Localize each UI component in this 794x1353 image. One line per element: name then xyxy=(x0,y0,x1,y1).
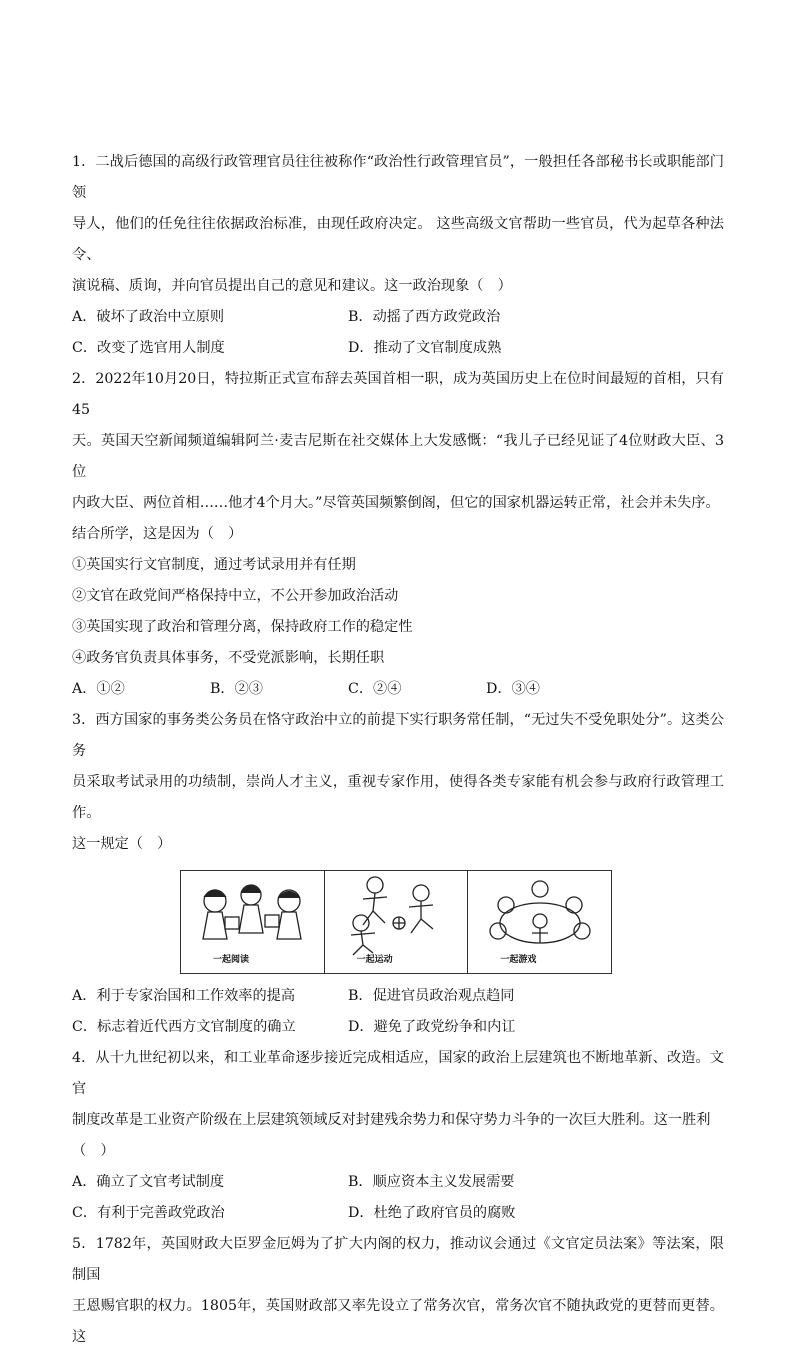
option-b[interactable]: B．②③ xyxy=(210,681,263,697)
statement-3: ③英国实现了政治和管理分离，保持政府工作的稳定性 xyxy=(72,619,413,635)
question-1-stem-line: 导人，他们的任免往往依据政治标准，由现任政府决定。 这些高级文官帮助一些官员，代为起草各种法令、 xyxy=(72,216,724,263)
question-3-options-row xyxy=(72,1012,724,1043)
illustration-panel-sports xyxy=(325,871,469,973)
question-1-options-row xyxy=(72,333,724,364)
option-c[interactable]: C．有利于完善政党政治 xyxy=(72,1205,225,1221)
question-2-stem-line: 结合所学，这是因为（ ） xyxy=(72,526,243,542)
question-4 xyxy=(72,1043,724,1229)
question-2-options-row xyxy=(72,674,724,705)
question-1-options-row xyxy=(72,302,724,333)
question-1-stem-line: 1．二战后德国的高级行政管理官员往往被称作“政治性行政管理官员”，一般担任各部秘书长或职能部门领 xyxy=(72,154,724,201)
children-sports-drawing xyxy=(325,871,469,973)
illustration-panel-reading xyxy=(181,871,325,973)
option-a[interactable]: A．确立了文官考试制度 xyxy=(72,1174,225,1190)
question-5-stem-line: 王恩赐官职的权力。1805年，英国财政部又率先设立了常务次官，常务次官不随执政党的更替而更替。这 xyxy=(72,1298,724,1345)
question-list xyxy=(72,147,724,1353)
question-5-stem-line: 5．1782年，英国财政大臣罗金厄姆为了扩大内阁的权力，推动议会通过《文官定员法案》等法案，限制国 xyxy=(72,1236,724,1283)
caption-reading: 一起阅读 xyxy=(213,955,250,965)
statement-2: ②文官在政党间严格保持中立，不公开参加政治活动 xyxy=(72,588,399,604)
option-b[interactable]: B．动摇了西方政党政治 xyxy=(348,309,501,325)
question-4-options-row xyxy=(72,1198,724,1229)
option-c[interactable]: C．标志着近代西方文官制度的确立 xyxy=(72,1019,296,1035)
option-d[interactable]: D．杜绝了政府官员的腐败 xyxy=(348,1205,516,1221)
statement-1: ①英国实行文官制度，通过考试录用并有任期 xyxy=(72,557,356,573)
question-3-stem-line: 员采取考试录用的功绩制，崇尚人才主义，重视专家作用，使得各类专家能有机会参与政府行政管理工作。 xyxy=(72,774,724,821)
option-c[interactable]: C．②④ xyxy=(348,681,402,697)
question-3 xyxy=(72,705,724,1043)
option-a[interactable]: A．破坏了政治中立原则 xyxy=(72,309,225,325)
question-3-options-row xyxy=(72,981,724,1012)
question-4-options-row xyxy=(72,1167,724,1198)
question-4-stem-line: 制度改革是工业资产阶级在上层建筑领域反对封建残余势力和保守势力斗争的一次巨大胜利。这一胜利 xyxy=(72,1112,711,1128)
illustration-figure xyxy=(180,870,612,974)
caption-sports: 一起运动 xyxy=(356,955,393,965)
illustration-panel-games xyxy=(468,871,611,973)
question-2 xyxy=(72,364,724,705)
question-1 xyxy=(72,147,724,364)
children-reading-drawing xyxy=(181,871,325,973)
question-1-stem-line: 演说稿、质询，并向官员提出自己的意见和建议。这一政治现象（ ） xyxy=(72,278,512,294)
question-4-stem-line: （ ） xyxy=(72,1143,115,1159)
question-4-stem-line: 4．从十九世纪初以来，和工业革命逐步接近完成相适应，国家的政治上层建筑也不断地革新、改造。文官 xyxy=(72,1050,724,1097)
option-a[interactable]: A．①② xyxy=(72,681,125,697)
option-a[interactable]: A．利于专家治国和工作效率的提高 xyxy=(72,988,296,1004)
option-b[interactable]: B．顺应资本主义发展需要 xyxy=(348,1174,515,1190)
question-2-stem-line: 天。英国天空新闻频道编辑阿兰·麦吉尼斯在社交媒体上大发感慨：“我儿子已经见证了4位财政大臣、3位 xyxy=(72,433,724,480)
option-c[interactable]: C．改变了选官用人制度 xyxy=(72,340,225,356)
caption-games: 一起游戏 xyxy=(500,955,537,965)
question-3-stem-line: 3．西方国家的事务类公务员在恪守政治中立的前提下实行职务常任制，“无过失不受免职处分”。这类公务 xyxy=(72,712,724,759)
question-2-stem-line: 内政大臣、两位首相……他才4个月大。”尽管英国频繁倒阁，但它的国家机器运转正常，社会并未失序。 xyxy=(72,495,720,511)
option-d[interactable]: D．③④ xyxy=(486,681,540,697)
question-2-stem-line: 2．2022年10月20日，特拉斯正式宣布辞去英国首相一职，成为英国历史上在位时间最短的首相，只有45 xyxy=(72,371,724,418)
option-d[interactable]: D．推动了文官制度成熟 xyxy=(348,340,502,356)
children-games-drawing xyxy=(468,871,612,973)
statement-4: ④政务官负责具体事务，不受党派影响，长期任职 xyxy=(72,650,385,666)
option-d[interactable]: D．避免了政党纷争和内讧 xyxy=(348,1019,516,1035)
option-b[interactable]: B．促进官员政治观点趋同 xyxy=(348,988,515,1004)
question-5 xyxy=(72,1229,724,1353)
question-3-stem-line: 这一规定（ ） xyxy=(72,836,172,852)
